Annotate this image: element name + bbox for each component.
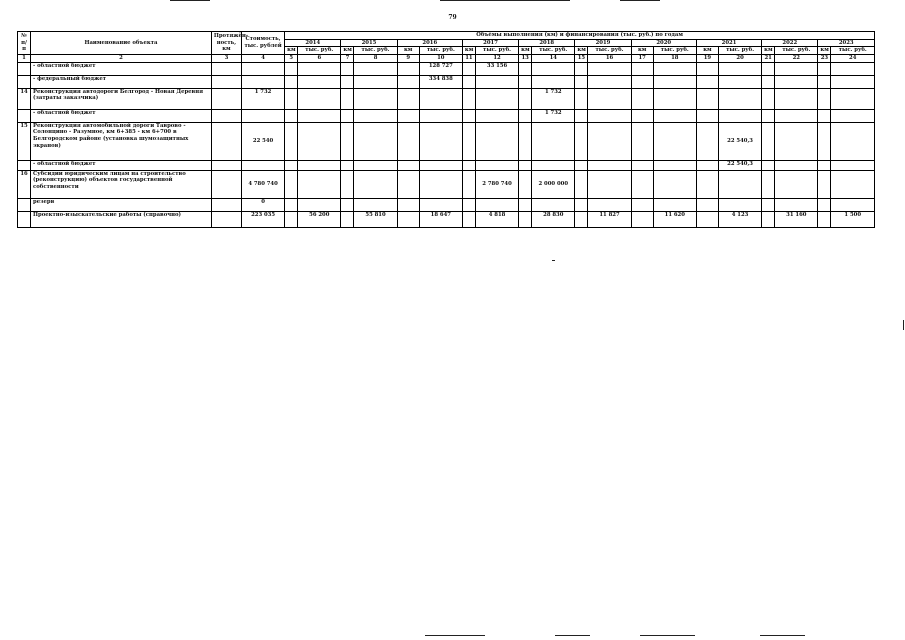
- km-cell-2019: [575, 198, 588, 211]
- km-cell-2022: [762, 109, 775, 122]
- km-cell-2018: [519, 88, 532, 109]
- km-cell-2021: [696, 160, 718, 170]
- rub-cell-2015: [354, 75, 397, 88]
- km-cell-2019: [575, 160, 588, 170]
- km-cell-2017: [462, 109, 475, 122]
- header-volumes: Объёмы выполнения (км) и финансирования (тыс. руб.) по годам: [285, 32, 875, 40]
- km-cell-2021: [696, 211, 718, 227]
- km-cell-2023: [818, 198, 831, 211]
- rub-cell-2014: [298, 160, 341, 170]
- km-cell-2016: [397, 109, 419, 122]
- scan-artifact: [425, 635, 485, 636]
- km-header-2018: км: [519, 47, 532, 55]
- km-cell-2019: [575, 211, 588, 227]
- rub-cell-2019: 11 827: [588, 211, 631, 227]
- km-cell-2022: [762, 160, 775, 170]
- cost-cell: 0: [241, 198, 284, 211]
- scan-artifact: [555, 635, 590, 636]
- rub-cell-2021: [718, 109, 761, 122]
- km-cell-2017: [462, 160, 475, 170]
- km-header-2021: км: [696, 47, 718, 55]
- km-header-2015: км: [341, 47, 354, 55]
- column-number: 8: [354, 54, 397, 62]
- rub-cell-2015: [354, 109, 397, 122]
- length-cell: [211, 170, 241, 198]
- km-cell-2015: [341, 198, 354, 211]
- rub-cell-2017: [475, 160, 518, 170]
- rub-cell-2015: [354, 198, 397, 211]
- table-row: [18, 160, 875, 170]
- table-row: [18, 109, 875, 122]
- km-cell-2021: [696, 88, 718, 109]
- object-name: - федеральный бюджет: [31, 75, 212, 88]
- object-name: - областной бюджет: [31, 109, 212, 122]
- cost-cell: [241, 62, 284, 75]
- column-number: 11: [462, 54, 475, 62]
- year-header-2017: 2017: [462, 39, 518, 47]
- km-cell-2018: [519, 211, 532, 227]
- scan-artifact: [170, 0, 210, 1]
- rub-cell-2016: [419, 88, 462, 109]
- km-cell-2020: [631, 109, 653, 122]
- object-name: Проектно-изыскательские работы (справочно): [31, 211, 212, 227]
- rub-cell-2016: [419, 160, 462, 170]
- rub-header-2021: тыс. руб.: [718, 47, 761, 55]
- header-cost: Стоимость, тыс. рублей: [241, 32, 284, 55]
- rub-cell-2022: [775, 170, 818, 198]
- km-cell-2014: [285, 109, 298, 122]
- row-number: [18, 75, 31, 88]
- rub-cell-2020: [653, 88, 696, 109]
- km-cell-2022: [762, 198, 775, 211]
- object-name: резерв: [31, 198, 212, 211]
- rub-cell-2016: [419, 109, 462, 122]
- km-cell-2017: [462, 170, 475, 198]
- row-number: 15: [18, 122, 31, 160]
- rub-cell-2019: [588, 160, 631, 170]
- rub-cell-2017: 2 780 740: [475, 170, 518, 198]
- scan-artifact: [552, 260, 555, 261]
- km-cell-2021: [696, 198, 718, 211]
- rub-cell-2022: 31 160: [775, 211, 818, 227]
- cost-cell: 1 732: [241, 88, 284, 109]
- rub-cell-2017: [475, 88, 518, 109]
- km-cell-2019: [575, 88, 588, 109]
- rub-cell-2018: 1 732: [532, 109, 575, 122]
- rub-cell-2016: [419, 122, 462, 160]
- km-cell-2020: [631, 160, 653, 170]
- km-cell-2014: [285, 160, 298, 170]
- rub-cell-2019: [588, 75, 631, 88]
- rub-header-2022: тыс. руб.: [775, 47, 818, 55]
- km-cell-2017: [462, 122, 475, 160]
- km-header-2022: км: [762, 47, 775, 55]
- km-cell-2020: [631, 211, 653, 227]
- year-header-2015: 2015: [341, 39, 397, 47]
- column-number: 22: [775, 54, 818, 62]
- km-cell-2023: [818, 122, 831, 160]
- rub-cell-2019: [588, 198, 631, 211]
- km-cell-2015: [341, 211, 354, 227]
- rub-cell-2022: [775, 75, 818, 88]
- header-length: Протяжён-ность, км: [211, 32, 241, 55]
- rub-cell-2021: 4 123: [718, 211, 761, 227]
- km-cell-2018: [519, 160, 532, 170]
- km-cell-2014: [285, 62, 298, 75]
- column-number: 3: [211, 54, 241, 62]
- rub-cell-2023: [831, 122, 875, 160]
- km-cell-2023: [818, 75, 831, 88]
- rub-cell-2015: [354, 122, 397, 160]
- km-cell-2022: [762, 88, 775, 109]
- km-cell-2016: [397, 122, 419, 160]
- table-row: [18, 122, 875, 160]
- km-cell-2016: [397, 88, 419, 109]
- rub-cell-2021: 22 540,3: [718, 160, 761, 170]
- rub-cell-2020: 11 620: [653, 211, 696, 227]
- year-header-2022: 2022: [762, 39, 818, 47]
- cost-cell: [241, 160, 284, 170]
- rub-header-2018: тыс. руб.: [532, 47, 575, 55]
- row-number: 16: [18, 170, 31, 198]
- km-cell-2018: [519, 109, 532, 122]
- km-header-2020: км: [631, 47, 653, 55]
- column-number: 20: [718, 54, 761, 62]
- rub-cell-2017: [475, 198, 518, 211]
- km-cell-2014: [285, 170, 298, 198]
- object-name: Субсидии юридическим лицам на строительство (реконструкцию) объектов государственной собственности: [31, 170, 212, 198]
- rub-cell-2016: 18 647: [419, 211, 462, 227]
- km-cell-2016: [397, 211, 419, 227]
- column-number: 2: [31, 54, 212, 62]
- km-cell-2023: [818, 160, 831, 170]
- length-cell: [211, 88, 241, 109]
- column-number: 17: [631, 54, 653, 62]
- rub-cell-2014: [298, 88, 341, 109]
- rub-cell-2023: [831, 62, 875, 75]
- km-header-2016: км: [397, 47, 419, 55]
- km-cell-2020: [631, 62, 653, 75]
- km-cell-2016: [397, 75, 419, 88]
- rub-cell-2023: [831, 160, 875, 170]
- row-number: [18, 109, 31, 122]
- cost-cell: 4 780 740: [241, 170, 284, 198]
- km-cell-2015: [341, 62, 354, 75]
- rub-cell-2020: [653, 62, 696, 75]
- financing-table: [17, 31, 875, 228]
- column-number: 1: [18, 54, 31, 62]
- row-number: [18, 211, 31, 227]
- row-number: [18, 160, 31, 170]
- rub-cell-2018: 28 830: [532, 211, 575, 227]
- rub-cell-2014: 56 200: [298, 211, 341, 227]
- km-cell-2015: [341, 109, 354, 122]
- rub-cell-2019: [588, 62, 631, 75]
- rub-cell-2020: [653, 122, 696, 160]
- table-row: [18, 88, 875, 109]
- km-header-2019: км: [575, 47, 588, 55]
- length-cell: [211, 211, 241, 227]
- rub-cell-2017: [475, 75, 518, 88]
- length-cell: [211, 122, 241, 160]
- length-cell: [211, 198, 241, 211]
- rub-cell-2017: [475, 122, 518, 160]
- rub-cell-2015: [354, 88, 397, 109]
- year-header-2021: 2021: [696, 39, 761, 47]
- km-cell-2014: [285, 198, 298, 211]
- km-cell-2019: [575, 75, 588, 88]
- rub-cell-2019: [588, 88, 631, 109]
- table-row: [18, 75, 875, 88]
- column-number: 16: [588, 54, 631, 62]
- km-cell-2023: [818, 170, 831, 198]
- rub-cell-2022: [775, 109, 818, 122]
- rub-cell-2021: [718, 62, 761, 75]
- km-cell-2021: [696, 170, 718, 198]
- rub-cell-2020: [653, 109, 696, 122]
- column-number: 15: [575, 54, 588, 62]
- km-cell-2021: [696, 62, 718, 75]
- rub-cell-2023: [831, 75, 875, 88]
- km-cell-2016: [397, 198, 419, 211]
- km-cell-2014: [285, 122, 298, 160]
- km-cell-2018: [519, 62, 532, 75]
- table-row: [18, 211, 875, 227]
- rub-cell-2017: [475, 109, 518, 122]
- km-cell-2015: [341, 75, 354, 88]
- km-cell-2022: [762, 122, 775, 160]
- km-cell-2019: [575, 62, 588, 75]
- km-cell-2019: [575, 109, 588, 122]
- rub-cell-2014: [298, 198, 341, 211]
- row-number: [18, 62, 31, 75]
- header-num: № п/п: [18, 32, 31, 55]
- length-cell: [211, 160, 241, 170]
- rub-cell-2022: [775, 62, 818, 75]
- row-number: 14: [18, 88, 31, 109]
- rub-header-2016: тыс. руб.: [419, 47, 462, 55]
- rub-cell-2016: 128 727: [419, 62, 462, 75]
- table-row: [18, 198, 875, 211]
- rub-cell-2018: [532, 160, 575, 170]
- km-cell-2020: [631, 170, 653, 198]
- km-header-2017: км: [462, 47, 475, 55]
- length-cell: [211, 109, 241, 122]
- column-number: 7: [341, 54, 354, 62]
- rub-header-2015: тыс. руб.: [354, 47, 397, 55]
- km-cell-2015: [341, 122, 354, 160]
- cost-cell: [241, 75, 284, 88]
- km-cell-2017: [462, 88, 475, 109]
- scan-artifact: [640, 635, 695, 636]
- rub-cell-2015: [354, 62, 397, 75]
- km-cell-2016: [397, 62, 419, 75]
- rub-cell-2017: 33 156: [475, 62, 518, 75]
- column-number: 13: [519, 54, 532, 62]
- km-cell-2022: [762, 211, 775, 227]
- rub-cell-2016: [419, 170, 462, 198]
- rub-cell-2017: 4 818: [475, 211, 518, 227]
- column-number: 18: [653, 54, 696, 62]
- rub-cell-2020: [653, 170, 696, 198]
- km-cell-2020: [631, 198, 653, 211]
- rub-cell-2018: [532, 198, 575, 211]
- column-number: 21: [762, 54, 775, 62]
- column-number: 9: [397, 54, 419, 62]
- column-number: 12: [475, 54, 518, 62]
- rub-header-2023: тыс. руб.: [831, 47, 875, 55]
- km-header-2014: км: [285, 47, 298, 55]
- rub-cell-2018: [532, 75, 575, 88]
- km-cell-2022: [762, 170, 775, 198]
- km-cell-2016: [397, 160, 419, 170]
- rub-cell-2019: [588, 170, 631, 198]
- rub-header-2017: тыс. руб.: [475, 47, 518, 55]
- rub-cell-2019: [588, 109, 631, 122]
- rub-cell-2014: [298, 75, 341, 88]
- km-cell-2018: [519, 170, 532, 198]
- km-cell-2017: [462, 62, 475, 75]
- km-cell-2015: [341, 170, 354, 198]
- rub-cell-2022: [775, 198, 818, 211]
- km-cell-2017: [462, 75, 475, 88]
- km-cell-2015: [341, 160, 354, 170]
- cost-cell: 223 035: [241, 211, 284, 227]
- scan-artifact: [903, 320, 904, 330]
- rub-cell-2014: [298, 62, 341, 75]
- km-cell-2021: [696, 122, 718, 160]
- km-cell-2016: [397, 170, 419, 198]
- rub-header-2019: тыс. руб.: [588, 47, 631, 55]
- km-cell-2023: [818, 211, 831, 227]
- object-name: Реконструкция автомобильной дороги Таврово - Солонцино - Разумное, км 6+385 - км 6+700 в Белгородском районе (установка шумозащитных экранов): [31, 122, 212, 160]
- rub-cell-2023: [831, 88, 875, 109]
- table-row: [18, 170, 875, 198]
- km-cell-2023: [818, 88, 831, 109]
- km-header-2023: км: [818, 47, 831, 55]
- km-cell-2014: [285, 88, 298, 109]
- rub-cell-2020: [653, 75, 696, 88]
- rub-cell-2018: [532, 122, 575, 160]
- rub-cell-2014: [298, 109, 341, 122]
- km-cell-2022: [762, 75, 775, 88]
- scan-artifact: [760, 635, 805, 636]
- km-cell-2019: [575, 122, 588, 160]
- row-number: [18, 198, 31, 211]
- length-cell: [211, 75, 241, 88]
- year-header-2014: 2014: [285, 39, 341, 47]
- rub-cell-2022: [775, 160, 818, 170]
- km-cell-2018: [519, 122, 532, 160]
- object-name: - областной бюджет: [31, 160, 212, 170]
- column-number: 14: [532, 54, 575, 62]
- object-name: - областной бюджет: [31, 62, 212, 75]
- rub-cell-2018: 1 732: [532, 88, 575, 109]
- year-header-2016: 2016: [397, 39, 462, 47]
- km-cell-2021: [696, 75, 718, 88]
- rub-cell-2018: 2 000 000: [532, 170, 575, 198]
- km-cell-2022: [762, 62, 775, 75]
- column-number: 24: [831, 54, 875, 62]
- km-cell-2015: [341, 88, 354, 109]
- rub-cell-2018: [532, 62, 575, 75]
- column-number: 23: [818, 54, 831, 62]
- rub-cell-2015: [354, 160, 397, 170]
- km-cell-2017: [462, 211, 475, 227]
- rub-cell-2020: [653, 160, 696, 170]
- year-header-2023: 2023: [818, 39, 875, 47]
- rub-cell-2023: [831, 198, 875, 211]
- table-row: [18, 62, 875, 75]
- page-number: 79: [448, 14, 457, 21]
- rub-cell-2014: [298, 122, 341, 160]
- rub-cell-2015: 55 810: [354, 211, 397, 227]
- rub-cell-2023: 1 500: [831, 211, 875, 227]
- column-number: 6: [298, 54, 341, 62]
- year-header-2019: 2019: [575, 39, 631, 47]
- km-cell-2014: [285, 211, 298, 227]
- rub-cell-2019: [588, 122, 631, 160]
- length-cell: [211, 62, 241, 75]
- rub-cell-2021: 22 540,3: [718, 122, 761, 160]
- column-number: 4: [241, 54, 284, 62]
- rub-cell-2014: [298, 170, 341, 198]
- rub-cell-2021: [718, 198, 761, 211]
- km-cell-2017: [462, 198, 475, 211]
- rub-cell-2023: [831, 170, 875, 198]
- rub-cell-2021: [718, 170, 761, 198]
- rub-header-2014: тыс. руб.: [298, 47, 341, 55]
- km-cell-2014: [285, 75, 298, 88]
- rub-cell-2021: [718, 88, 761, 109]
- scan-artifact: [440, 0, 570, 1]
- km-cell-2018: [519, 198, 532, 211]
- column-number: 19: [696, 54, 718, 62]
- rub-cell-2016: [419, 198, 462, 211]
- cost-cell: 22 540: [241, 122, 284, 160]
- column-number: 10: [419, 54, 462, 62]
- rub-cell-2020: [653, 198, 696, 211]
- rub-cell-2015: [354, 170, 397, 198]
- year-header-2020: 2020: [631, 39, 696, 47]
- rub-cell-2022: [775, 88, 818, 109]
- km-cell-2018: [519, 75, 532, 88]
- km-cell-2020: [631, 75, 653, 88]
- column-number: 5: [285, 54, 298, 62]
- km-cell-2021: [696, 109, 718, 122]
- year-header-2018: 2018: [519, 39, 575, 47]
- rub-cell-2021: [718, 75, 761, 88]
- km-cell-2020: [631, 88, 653, 109]
- km-cell-2023: [818, 62, 831, 75]
- scan-artifact: [620, 0, 660, 1]
- cost-cell: [241, 109, 284, 122]
- km-cell-2019: [575, 170, 588, 198]
- column-numbers-row: [18, 54, 875, 62]
- km-cell-2020: [631, 122, 653, 160]
- rub-header-2020: тыс. руб.: [653, 47, 696, 55]
- rub-cell-2016: 334 838: [419, 75, 462, 88]
- rub-cell-2023: [831, 109, 875, 122]
- header-name: Наименование объекта: [31, 32, 212, 55]
- km-cell-2023: [818, 109, 831, 122]
- object-name: Реконструкция автодороги Белгород - Новая Деревня (затраты заказчика): [31, 88, 212, 109]
- rub-cell-2022: [775, 122, 818, 160]
